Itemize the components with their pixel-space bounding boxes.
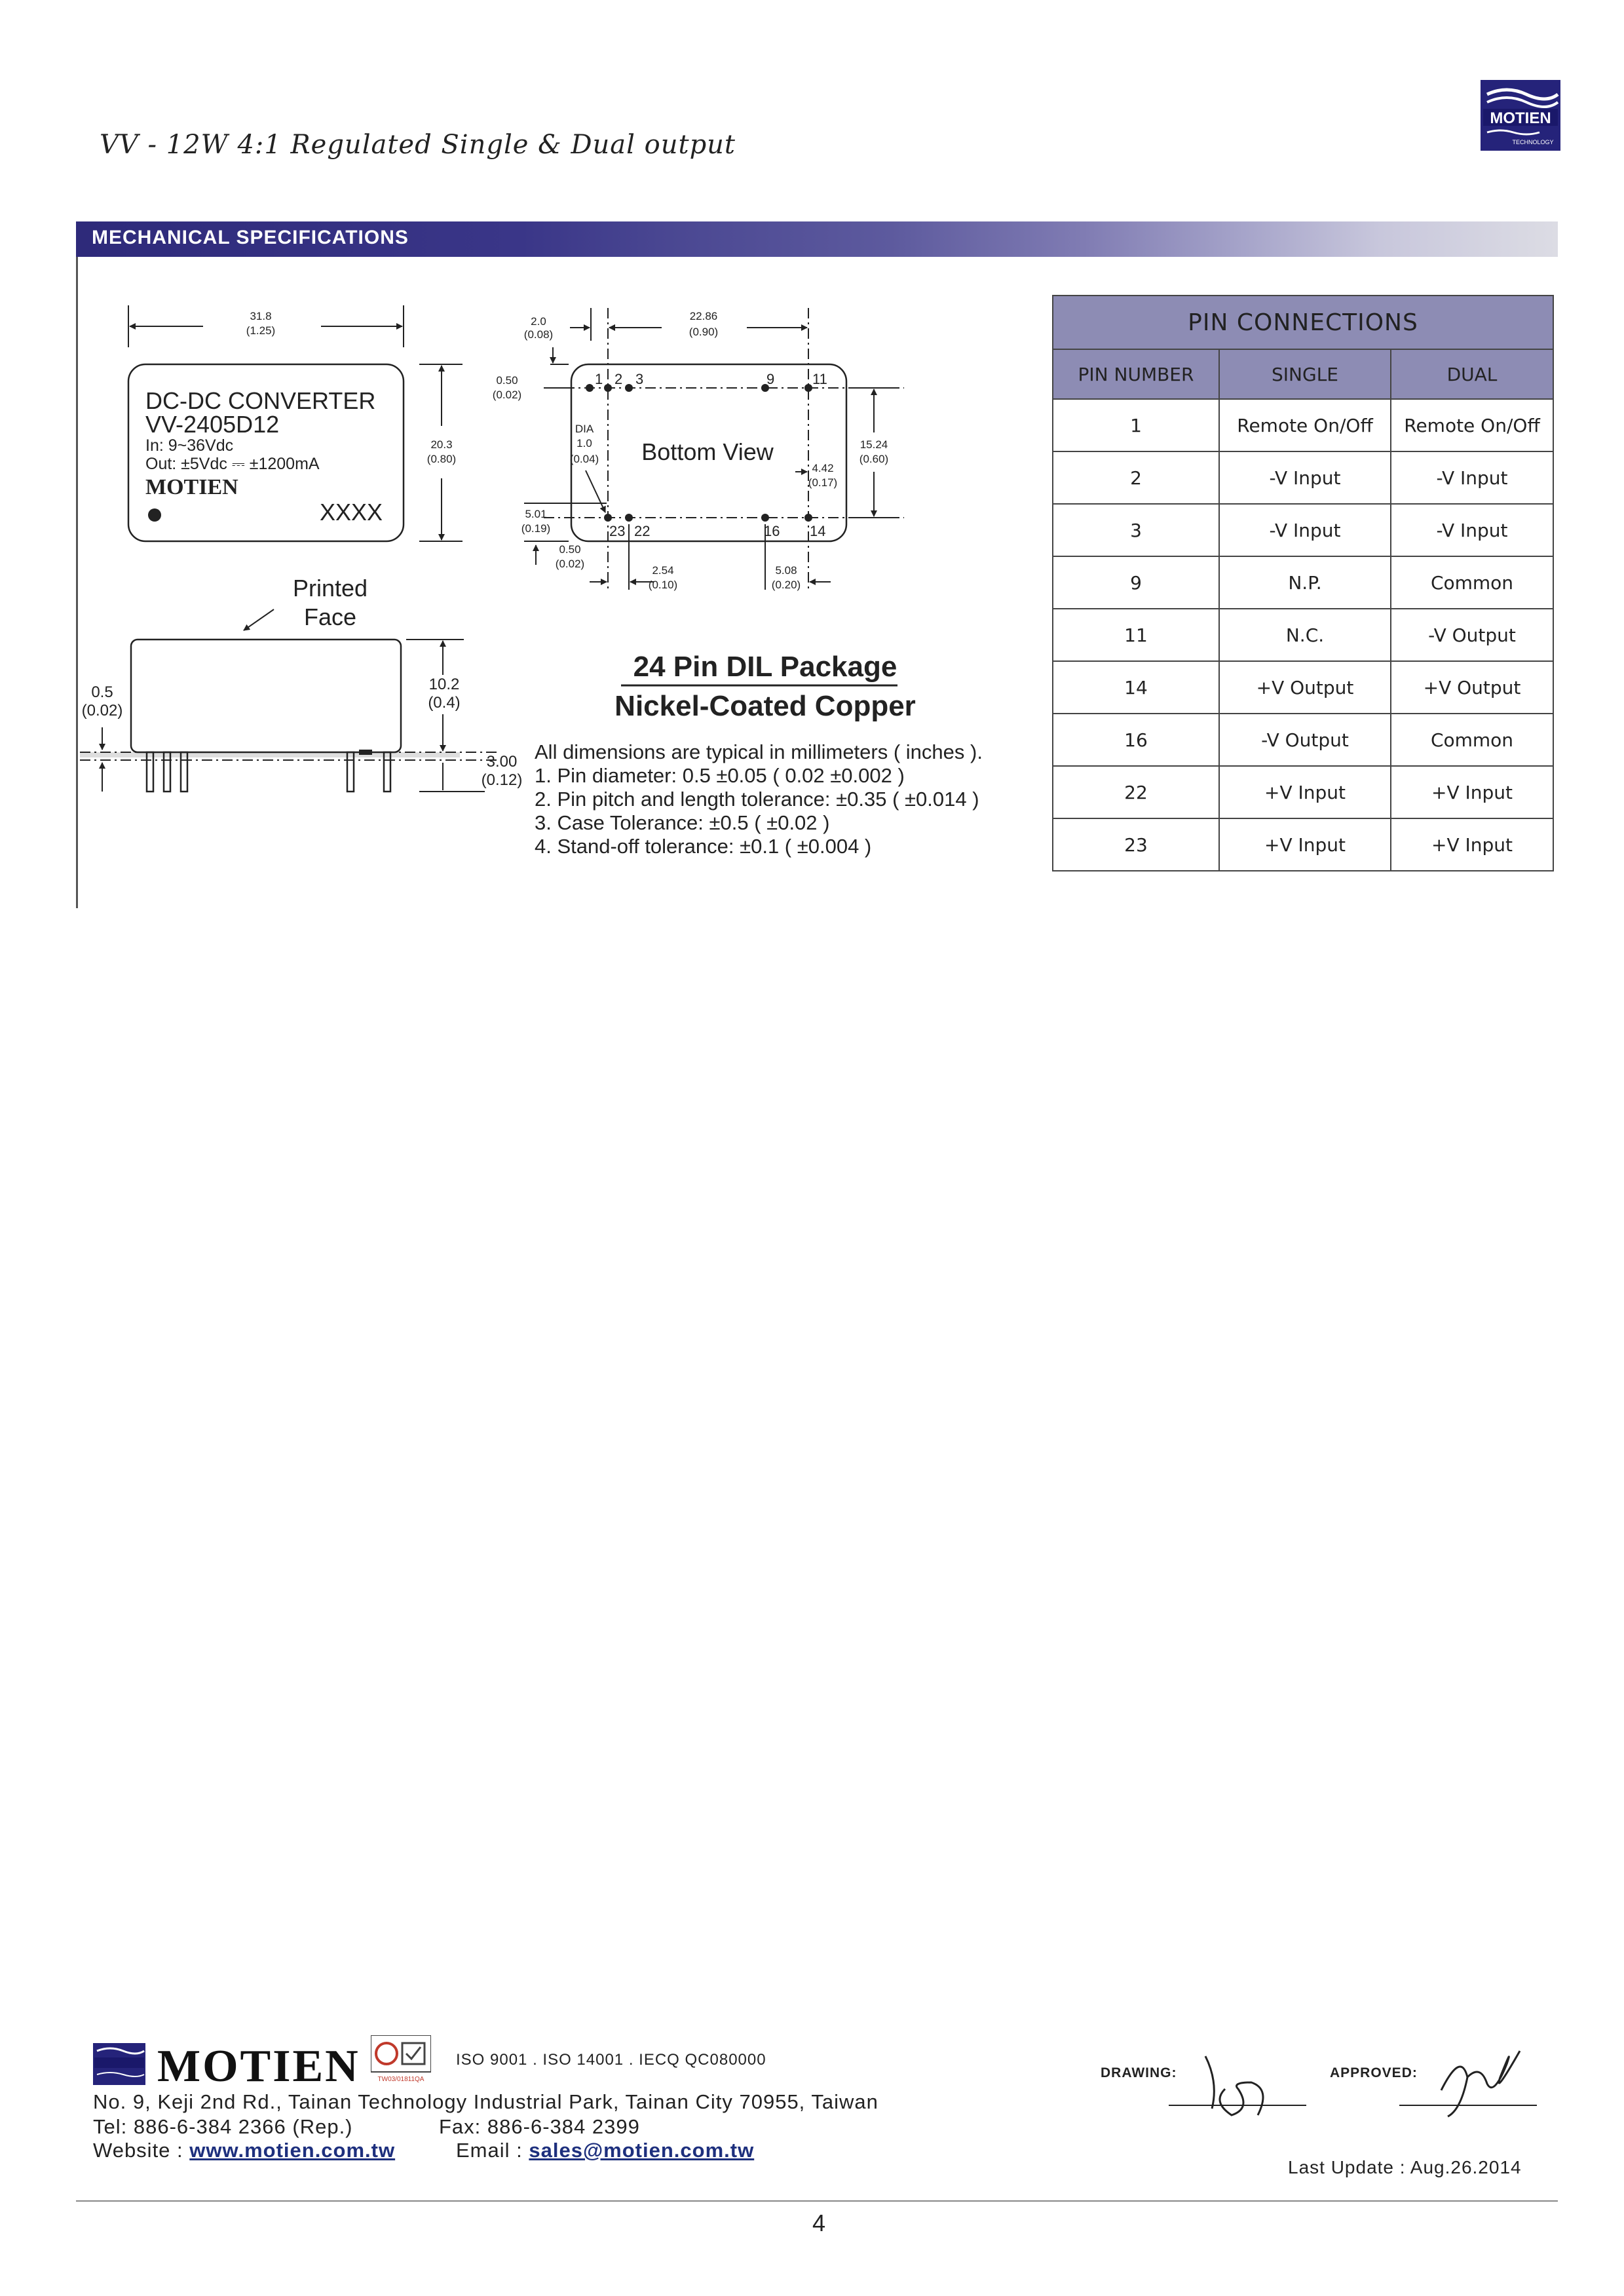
footer-brand-text: MOTIEN [157,2041,360,2088]
package-title-2: Nickel-Coated Copper [614,690,916,722]
svg-text:2.0: 2.0 [531,315,546,328]
cert-badge-text: TW03/01811QA [377,2076,425,2082]
svg-text:(0.20): (0.20) [771,579,801,591]
svg-text:5.01: 5.01 [525,508,547,520]
pin-table-title: PIN CONNECTIONS [1053,296,1553,349]
cell-pin: 1 [1053,399,1219,451]
website-row [93,2139,395,2162]
dim-3-00-in: (0.12) [481,771,523,789]
approved-signature [1422,2038,1539,2130]
logo-text: MOTIEN [1490,109,1551,127]
table-row [1053,661,1553,714]
company-address: No. 9, Keji 2nd Rd., Tainan Technology Industrial Park, Tainan City 70955, Taiwan [93,2090,878,2113]
pin1-marker-dot [148,508,161,522]
cell-single: N.P. [1219,556,1391,609]
cell-single: -V Output [1219,714,1391,766]
svg-text:(0.08): (0.08) [523,328,554,341]
note-line: 1. Pin diameter: 0.5 ±0.05 ( 0.02 ±0.002 ) [535,764,905,787]
dim-31-8-in: (1.25) [246,324,276,337]
cell-pin: 2 [1053,451,1219,504]
cell-dual: +V Input [1391,818,1553,871]
side-view [80,575,522,792]
table-row [1053,609,1553,661]
logo-subtext: TECHNOLOGY [1512,139,1554,145]
pin-label-2: 2 [614,371,623,387]
document-title: VV - 12W 4:1 Regulated Single & Dual output [100,130,736,160]
col-header-dual: DUAL [1391,349,1553,399]
svg-text:(0.02): (0.02) [555,558,585,570]
printed-face-label-2: Face [303,603,357,630]
pin-label-16: 16 [764,523,780,539]
pin-label-23: 23 [609,523,626,539]
table-row [1053,818,1553,871]
dim-10-2: 10.2 [428,676,460,693]
cell-dual: -V Input [1391,504,1553,556]
svg-text:(0.60): (0.60) [859,453,889,465]
dim-20-3-in: (0.80) [426,453,457,465]
pin-label-22: 22 [634,523,651,539]
svg-text:22.86: 22.86 [689,310,718,322]
cell-dual: +V Input [1391,766,1553,818]
svg-text:(0.19): (0.19) [521,522,551,535]
cell-dual: +V Output [1391,661,1553,714]
svg-text:2.54: 2.54 [652,564,674,577]
note-line: All dimensions are typical in millimeters ( inches ). [535,740,983,763]
email-link[interactable]: sales@motien.com.tw [529,2139,755,2162]
table-row [1053,714,1553,766]
svg-text:15.24: 15.24 [859,438,888,451]
cell-pin: 23 [1053,818,1219,871]
note-line: 4. Stand-off tolerance: ±0.1 ( ±0.004 ) [535,835,872,858]
module-code: XXXX [319,499,383,526]
cell-single: Remote On/Off [1219,399,1391,451]
svg-text:(0.90): (0.90) [689,326,719,338]
pin-label-11: 11 [812,371,827,387]
svg-text:DIA: DIA [575,423,594,435]
cell-single: +V Output [1219,661,1391,714]
svg-text:(0.17): (0.17) [808,476,838,489]
svg-text:0.50: 0.50 [559,543,581,556]
pin-label-9: 9 [766,371,775,387]
printed-face-label-1: Printed [292,575,368,602]
last-update: Last Update : Aug.26.2014 [1288,2157,1522,2177]
approved-label: APPROVED: [1330,2065,1418,2080]
svg-text:(0.10): (0.10) [648,579,678,591]
cell-dual: -V Input [1391,451,1553,504]
table-row [1053,766,1553,818]
svg-text:(0.04): (0.04) [569,453,599,465]
cell-single: +V Input [1219,766,1391,818]
motien-logo [1481,80,1560,151]
table-row [1053,451,1553,504]
svg-text:4.42: 4.42 [812,462,834,474]
svg-text:0.50: 0.50 [496,374,518,387]
bottom-view-title: Bottom View [641,438,774,465]
drawing-signature [1192,2043,1291,2128]
pin-connections-table [1052,295,1554,871]
cell-single: N.C. [1219,609,1391,661]
cell-single: +V Input [1219,818,1391,871]
col-header-single: SINGLE [1219,349,1391,399]
col-header-pin-number: PIN NUMBER [1053,349,1219,399]
footer-divider [76,2200,1558,2202]
cell-dual: -V Output [1391,609,1553,661]
cell-single: -V Input [1219,504,1391,556]
dim-10-2-in: (0.4) [428,694,461,712]
module-label-line2: VV-2405D12 [145,411,280,438]
iso-certifications: ISO 9001 . ISO 14001 . IECQ QC080000 [456,2051,766,2069]
module-label-line4: Out: ±5Vdc ⎓ ±1200mA [145,455,320,473]
cell-pin: 9 [1053,556,1219,609]
mechanical-drawing [0,0,1048,917]
table-row [1053,504,1553,556]
section-title: MECHANICAL SPECIFICATIONS [92,227,409,248]
pin-label-1: 1 [595,371,603,387]
pin-label-3: 3 [635,371,644,387]
table-row [1053,399,1553,451]
module-label-line3: In: 9~36Vdc [145,436,234,455]
certification-badge [371,2035,431,2082]
dim-20-3: 20.3 [430,438,453,451]
cell-dual: Remote On/Off [1391,399,1553,451]
dim-0-5-in: (0.02) [81,702,123,719]
cell-pin: 11 [1053,609,1219,661]
note-line: 2. Pin pitch and length tolerance: ±0.35 ( ±0.014 ) [535,788,979,811]
note-line: 3. Case Tolerance: ±0.5 ( ±0.02 ) [535,811,830,834]
dimension-notes [535,740,983,858]
svg-text:5.08: 5.08 [775,564,797,577]
module-label-line1: DC-DC CONVERTER [145,387,376,414]
fax: Fax: 886-6-384 2399 [439,2115,640,2138]
dim-3-00: 3.00 [486,753,518,771]
cell-pin: 22 [1053,766,1219,818]
module-brand: MOTIEN [145,475,238,499]
cell-pin: 14 [1053,661,1219,714]
page-number: 4 [812,2210,826,2236]
side-pins [147,752,390,792]
cell-dual: Common [1391,714,1553,766]
top-view [128,305,463,541]
pin-label-14: 14 [810,523,826,539]
dim-31-8: 31.8 [250,310,272,322]
cell-single: -V Input [1219,451,1391,504]
package-title-1: 24 Pin DIL Package [633,651,897,683]
module-side-outline [131,640,401,752]
svg-text:(0.02): (0.02) [492,389,522,401]
dim-0-5: 0.5 [91,683,113,701]
email-row [456,2139,754,2162]
cell-dual: Common [1391,556,1553,609]
drawing-label: DRAWING: [1101,2065,1177,2080]
cell-pin: 3 [1053,504,1219,556]
table-row [1053,556,1553,609]
cell-pin: 16 [1053,714,1219,766]
bottom-view [493,308,904,591]
website-link[interactable]: www.motien.com.tw [189,2139,396,2162]
svg-text:1.0: 1.0 [576,437,592,450]
website-label: Website : [93,2139,183,2162]
email-label: Email : [456,2139,523,2162]
telephone: Tel: 886-6-384 2366 (Rep.) [93,2115,353,2138]
